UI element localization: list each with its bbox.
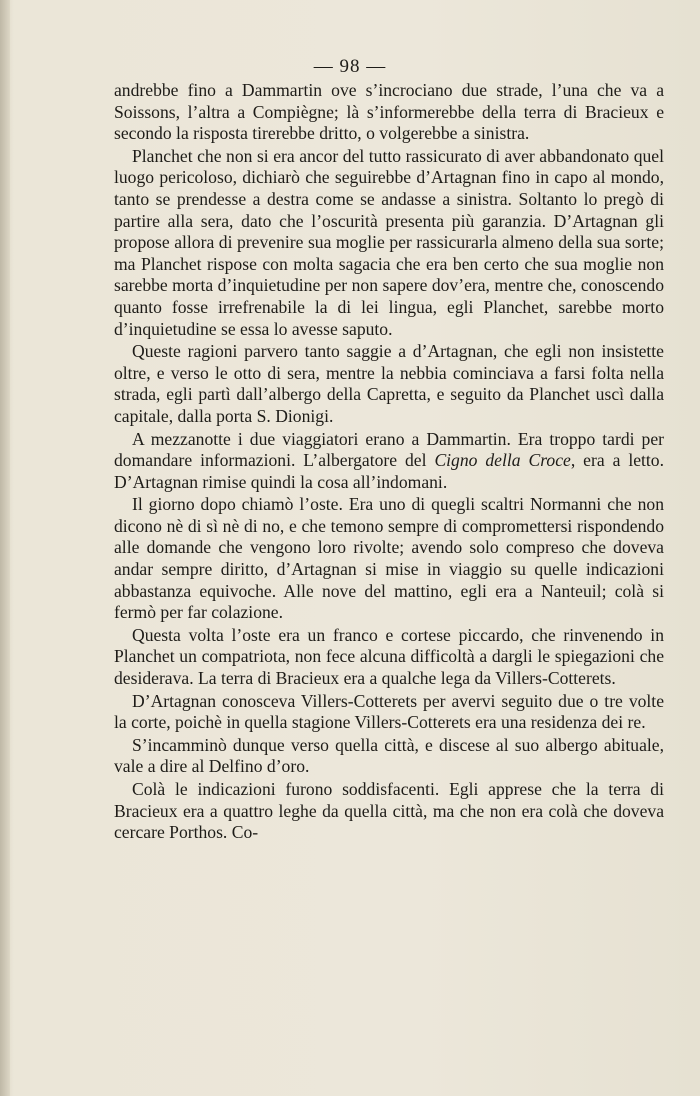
page-body-text <box>114 80 664 844</box>
paragraph-1: andrebbe fino a Dammartin ove s’incrociano due strade, l’una che va a Soissons, l’altra a Compiègne; là s’informerebbe della terra di Bracieux e secondo la risposta tirerebbe dritto, o volgerebbe a sinistra. <box>114 80 664 144</box>
paragraph-9: Colà le indicazioni furono soddisfacenti. Egli apprese che la terra di Bracieux era a quattro leghe da quella città, ma che non era colà che doveva cercare Porthos. Co- <box>114 779 664 843</box>
paragraph-4-start: A mezzanotte i due viaggiatori erano a Dammartin. Era troppo tardi per domandare informazioni. L’albergatore del <box>114 428 664 471</box>
paragraph-8: S’incamminò dunque verso quella città, e discese al suo albergo abituale, vale a dire al Delfino d’oro. <box>114 734 664 777</box>
paragraph-3: Queste ragioni parvero tanto saggie a d’Artagnan, che egli non insistette oltre, e verso le otto di sera, mentre la nebbia cominciava a farsi folta nella strada, egli partì dall’albergo della Capretta, e seguito da Planchet uscì dalla capitale, dalla porta S. Dionigi. <box>114 341 664 426</box>
page-spine-shadow <box>0 0 10 1096</box>
paragraph-2: Planchet che non si era ancor del tutto rassicurato di aver abbandonato quel luogo pericoloso, dichiarò che seguirebbe d’Artagnan fino in capo al mondo, tanto se prendesse a destra come se andasse a sinistra. Soltanto lo pregò di partire alla sera, dato che l’oscurità presenta più garanzia. D’Artagnan gli propose allora di prevenire sua moglie per rassicurarla almeno della sua sorte; ma Planchet rispose con molta sagacia che era ben certo che sua moglie non sarebbe morta d’inquietudine per non sapere dov’era, mentre che, conoscendo quanto fosse irrefrenabile la di lei lingua, egli Planchet, sarebbe morto d’inquietudine se essa lo avesse saputo. <box>114 145 664 339</box>
page-number-header: — 98 — <box>313 56 387 77</box>
paragraph-4 <box>114 429 664 494</box>
paragraph-7: D’Artagnan conosceva Villers-Cotterets per avervi seguito due o tre volte la corte, poichè in quella stagione Villers-Cotterets era una residenza dei re. <box>114 690 664 733</box>
paragraph-5: Il giorno dopo chiamò l’oste. Era uno di quegli scaltri Normanni che non dicono nè di sì nè di no, e che temono sempre di compromettersi rispondendo alle domande che vengono loro rivolte; avendo solo compreso che doveva andar sempre diritto, d’Artagnan si mise in viaggio su quelle indicazioni abbastanza equivoche. Alle nove del mattino, egli era a Nanteuil; colà si fermò per far colazione. <box>114 494 664 623</box>
paragraph-4-end: , era a letto. D’Artagnan rimise quindi la cosa all’indomani. <box>114 450 664 492</box>
inn-name-italic: Cigno della Croce <box>434 450 571 471</box>
paragraph-6: Questa volta l’oste era un franco e cortese piccardo, che rinvenendo in Planchet un compatriota, non fece alcuna difficoltà a dargli le spiegazioni che desiderava. La terra di Bracieux era a qualche lega da Villers-Cotterets. <box>114 624 664 689</box>
